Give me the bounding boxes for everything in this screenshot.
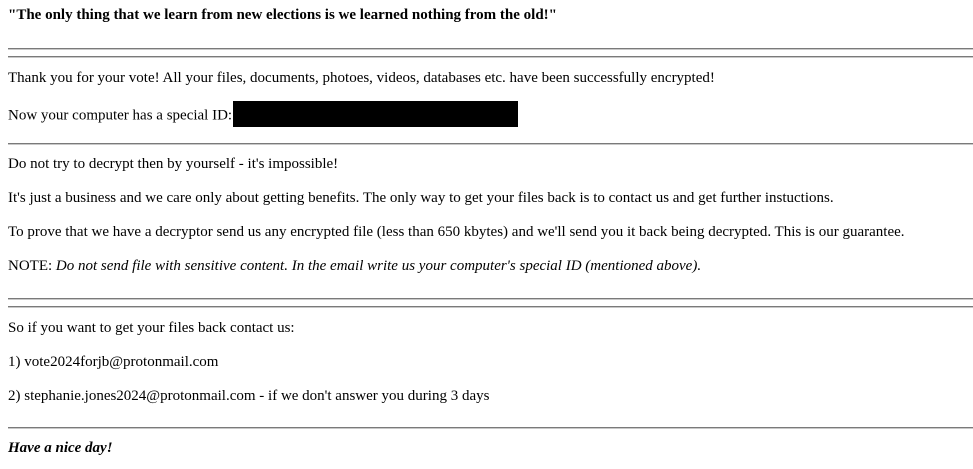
redacted-id-block <box>233 101 518 127</box>
note-prefix: NOTE: <box>8 258 56 274</box>
divider <box>8 298 973 300</box>
divider <box>8 306 973 308</box>
contact-heading: So if you want to get your files back contact us: <box>8 320 295 336</box>
contact-email-1-row <box>8 353 218 371</box>
contact-email-2-row <box>8 387 489 405</box>
email-1-prefix: 1) <box>8 354 25 370</box>
note-row <box>8 257 701 275</box>
divider <box>8 56 973 58</box>
email-1-address[interactable]: vote2024forjb@protonmail.com <box>24 354 219 370</box>
email-2-note: - if we don't answer you during 3 days <box>255 388 490 404</box>
note-body: Do not send file with sensitive content. In the email write us your computer's special ID (mentioned above). <box>55 258 702 274</box>
closing-text: Have a nice day! <box>8 440 113 456</box>
email-2-address[interactable]: stephanie.jones2024@protonmail.com <box>24 388 256 404</box>
divider <box>8 143 973 145</box>
quote-heading: "The only thing that we learn from new elections is we learned nothing from the old!" <box>8 7 557 23</box>
special-id-row <box>8 103 518 124</box>
email-2-prefix: 2) <box>8 388 25 404</box>
business-text: It's just a business and we care only about getting benefits. The only way to get your files back is to contact us and get further instuctions. <box>8 190 834 206</box>
proof-text: To prove that we have a decryptor send us any encrypted file (less than 650 kbytes) and we'll send you it back being decrypted. This is our guarantee. <box>8 224 905 240</box>
decrypt-warning: Do not try to decrypt then by yourself - it's impossible! <box>8 156 339 172</box>
divider <box>8 48 973 50</box>
special-id-label: Now your computer has a special ID: <box>8 107 233 124</box>
encrypted-notice: Thank you for your vote! All your files, documents, photoes, videos, databases etc. have been successfully encrypted! <box>8 70 715 86</box>
divider <box>8 427 973 429</box>
